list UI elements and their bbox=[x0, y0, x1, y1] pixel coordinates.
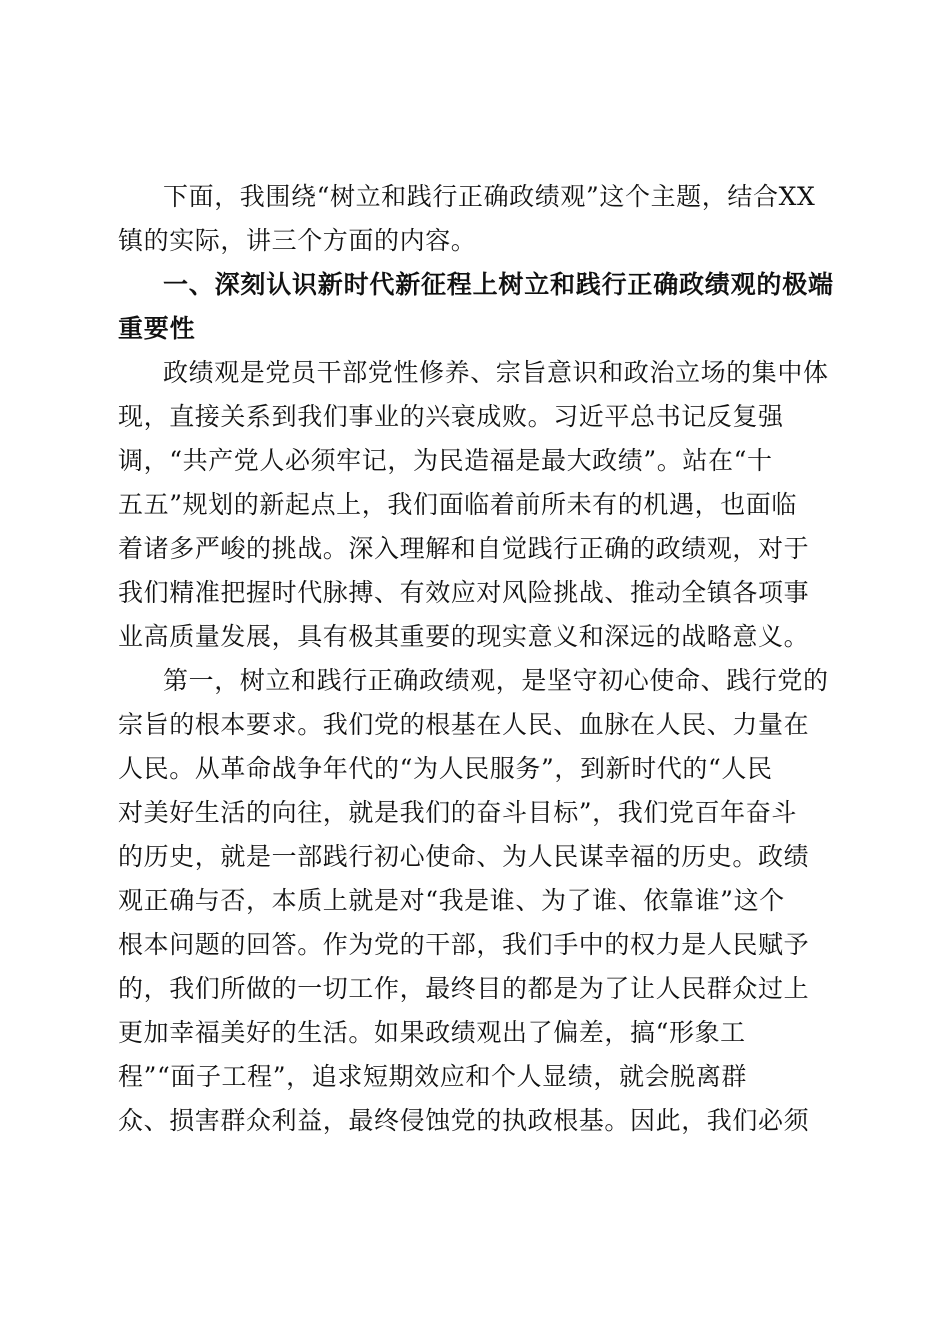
paragraph-first-point-line-2: 宗旨的根本要求。我们党的根基在人民、血脉在人民、力量在 bbox=[118, 710, 810, 739]
section-heading-line-2: 重要性 bbox=[118, 314, 196, 343]
paragraph-body-line-1: 政绩观是党员干部党性修养、宗旨意识和政治立场的集中体 bbox=[163, 358, 829, 387]
paragraph-first-point-line-3: 人民。从革命战争年代的“为人民服务”，到新时代的“人民 bbox=[118, 754, 773, 783]
paragraph-body-line-3: 调，“共产党人必须牢记，为民造福是最大政绩”。站在“十 bbox=[118, 446, 773, 475]
paragraph-intro-line-1: 下面，我围绕“树立和践行正确政绩观”这个主题，结合XX bbox=[163, 182, 816, 211]
paragraph-first-point-line-4: 对美好生活的向往，就是我们的奋斗目标”，我们党百年奋斗 bbox=[118, 798, 797, 827]
paragraph-body-line-2: 现，直接关系到我们事业的兴衰成败。习近平总书记反复强 bbox=[118, 402, 784, 431]
paragraph-first-point-line-7: 根本问题的回答。作为党的干部，我们手中的权力是人民赋予 bbox=[118, 930, 810, 959]
paragraph-first-point-line-1: 第一，树立和践行正确政绩观，是坚守初心使命、践行党的 bbox=[163, 666, 829, 695]
paragraph-body-line-7: 业高质量发展，具有极其重要的现实意义和深远的战略意义。 bbox=[118, 622, 810, 651]
paragraph-first-point-line-6: 观正确与否，本质上就是对“我是谁、为了谁、依靠谁”这个 bbox=[118, 886, 785, 915]
paragraph-first-point-line-11: 众、损害群众利益，最终侵蚀党的执政根基。因此，我们必须 bbox=[118, 1106, 810, 1135]
paragraph-first-point-line-8: 的，我们所做的一切工作，最终目的都是为了让人民群众过上 bbox=[118, 974, 810, 1003]
paragraph-body-line-6: 我们精准把握时代脉搏、有效应对风险挑战、推动全镇各项事 bbox=[118, 578, 810, 607]
paragraph-first-point-line-5: 的历史，就是一部践行初心使命、为人民谋幸福的历史。政绩 bbox=[118, 842, 810, 871]
paragraph-body-line-4: 五五”规划的新起点上，我们面临着前所未有的机遇，也面临 bbox=[118, 490, 797, 519]
paragraph-first-point-line-9: 更加幸福美好的生活。如果政绩观出了偏差，搞“形象工 bbox=[118, 1018, 746, 1047]
section-heading-line-1: 一、深刻认识新时代新征程上树立和践行正确政绩观的极端 bbox=[163, 270, 834, 299]
paragraph-intro-line-2: 镇的实际，讲三个方面的内容。 bbox=[118, 226, 477, 255]
paragraph-body-line-5: 着诸多严峻的挑战。深入理解和自觉践行正确的政绩观，对于 bbox=[118, 534, 810, 563]
paragraph-first-point-line-10: 程”“面子工程”，追求短期效应和个人显绩，就会脱离群 bbox=[118, 1062, 747, 1091]
